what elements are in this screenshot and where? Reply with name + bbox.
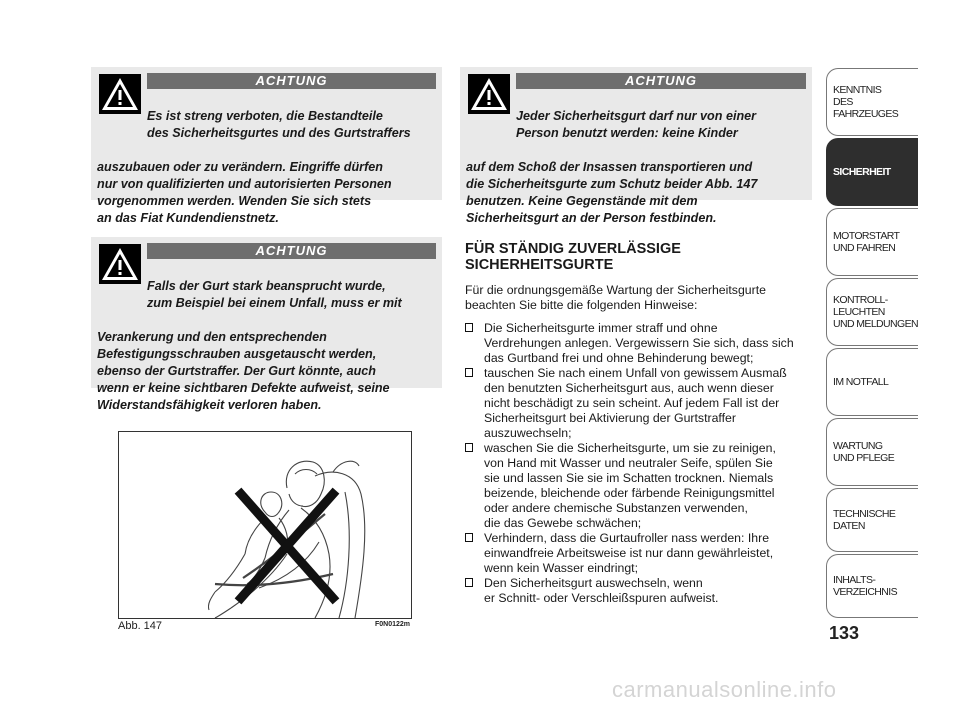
tab-label: TECHNISCHE DATEN	[833, 508, 896, 532]
warning-box-disassembly	[91, 67, 442, 225]
warning-box-replacement	[91, 237, 442, 412]
checkbox-bullet-icon	[465, 323, 473, 332]
list-item	[465, 321, 820, 366]
watermark: carmanualsonline.info	[612, 677, 837, 702]
list-item-text: waschen Sie die Sicherheitsgurte, um sie zu reinigen, von Hand mit Wasser und neutraler Seife, spülen Sie sie und lassen Sie sie im Schatten trocknen. Niemals beizende, bleichende oder färbende Reinigungsmittel oder andere chemische Substanzen verwenden, die das Gewebe schwächen;	[484, 441, 776, 530]
tab-kenntnis-des-fahrzeuges[interactable]	[826, 68, 918, 136]
list-item	[465, 531, 820, 576]
warning-header: ACHTUNG	[516, 73, 806, 89]
illustration-drawing	[119, 432, 411, 618]
section-title: FÜR STÄNDIG ZUVERLÄSSIGE SICHERHEITSGURTE	[465, 241, 681, 273]
list-item-text: Die Sicherheitsgurte immer straff und ohne Verdrehungen anlegen. Vergewissern Sie sich, dass sich das Gurtband frei und ohne Behinderung bewegt;	[484, 321, 794, 365]
figure-caption: Abb. 147	[118, 620, 163, 632]
warning-text	[91, 91, 436, 244]
list-item-text: Verhindern, dass die Gurtaufroller nass werden: Ihre einwandfreie Arbeitsweise ist nur dann gewährleistet, wenn kein Wasser eindringt;	[484, 531, 774, 575]
section-intro: Für die ordnungsgemäße Wartung der Sicherheitsgurte beachten Sie bitte die folgenden Hinweise:	[465, 283, 766, 312]
maintenance-list	[465, 321, 820, 606]
warning-text	[460, 91, 806, 244]
warning-text-rest: Verankerung und den entsprechenden Befestigungsschrauben ausgetauscht werden, ebenso der Gurtstraffer. Der Gurt könnte, auch wenn er keine sichtbaren Defekte aufweist, seine Widerstandsfähigkeit verloren haben.	[97, 330, 390, 412]
page-number: 133	[829, 623, 860, 643]
tab-label: INHALTS- VERZEICHNIS	[833, 574, 897, 598]
tab-label: WARTUNG UND PFLEGE	[833, 440, 895, 464]
warning-text-rest: auf dem Schoß der Insassen transportieren und die Sicherheitsgurte zum Schutz beider Abb. 147 benutzen. Keine Gegenstände mit dem Sicherheitsgurt an der Person festbinden.	[466, 160, 758, 225]
checkbox-bullet-icon	[465, 443, 473, 452]
tab-inhaltsverzeichnis[interactable]	[826, 554, 918, 618]
tab-kontrollleuchten-und-meldungen[interactable]	[826, 278, 918, 346]
checkbox-bullet-icon	[465, 578, 473, 587]
warning-header: ACHTUNG	[147, 73, 436, 89]
list-item	[465, 576, 820, 606]
warning-text-rest: auszubauen oder zu verändern. Eingriffe dürfen nur von qualifizierten und autorisierten Personen vorgenommen werden. Wenden Sie sich stets an das Fiat Kundendienstnetz.	[97, 160, 392, 225]
warning-header: ACHTUNG	[147, 243, 436, 259]
tab-label: KENNTNIS DES FAHRZEUGES	[833, 84, 899, 120]
tab-technische-daten[interactable]	[826, 488, 918, 552]
warning-text-first: Jeder Sicherheitsgurt darf nur von einer Person benutzt werden: keine Kinder	[516, 109, 757, 140]
figure-code: F0N0122m	[375, 621, 411, 628]
warning-box-one-person	[460, 67, 812, 225]
illustration-child-on-lap	[118, 431, 412, 619]
tab-sicherheit[interactable]	[826, 138, 918, 206]
tab-label: MOTORSTART UND FAHREN	[833, 230, 900, 254]
list-item-text: Den Sicherheitsgurt auswechseln, wenn er Schnitt- oder Verschleißspuren aufweist.	[484, 576, 719, 605]
tab-im-notfall[interactable]	[826, 348, 918, 416]
warning-text-first: Es ist streng verboten, die Bestandteile des Sicherheitsgurtes und des Gurtstraffers	[147, 109, 411, 140]
tab-motorstart-und-fahren[interactable]	[826, 208, 918, 276]
warning-text	[91, 261, 436, 431]
tab-label: SICHERHEIT	[833, 166, 891, 178]
list-item	[465, 366, 820, 441]
tab-wartung-und-pflege[interactable]	[826, 418, 918, 486]
checkbox-bullet-icon	[465, 368, 473, 377]
tab-label: KONTROLL- LEUCHTEN UND MELDUNGEN	[833, 294, 918, 330]
list-item	[465, 441, 820, 531]
warning-text-first: Falls der Gurt stark beansprucht wurde, zum Beispiel bei einem Unfall, muss er mit	[147, 279, 402, 310]
tab-label: IM NOTFALL	[833, 376, 889, 388]
list-item-text: tauschen Sie nach einem Unfall von gewissem Ausmaß den benutzten Sicherheitsgurt aus, auch wenn dieser nicht beschädigt zu sein scheint. Auf jedem Fall ist der Sicherheitsgurt bei Aktivierung der Gurtstraffer auszuwechseln;	[484, 366, 787, 440]
checkbox-bullet-icon	[465, 533, 473, 542]
